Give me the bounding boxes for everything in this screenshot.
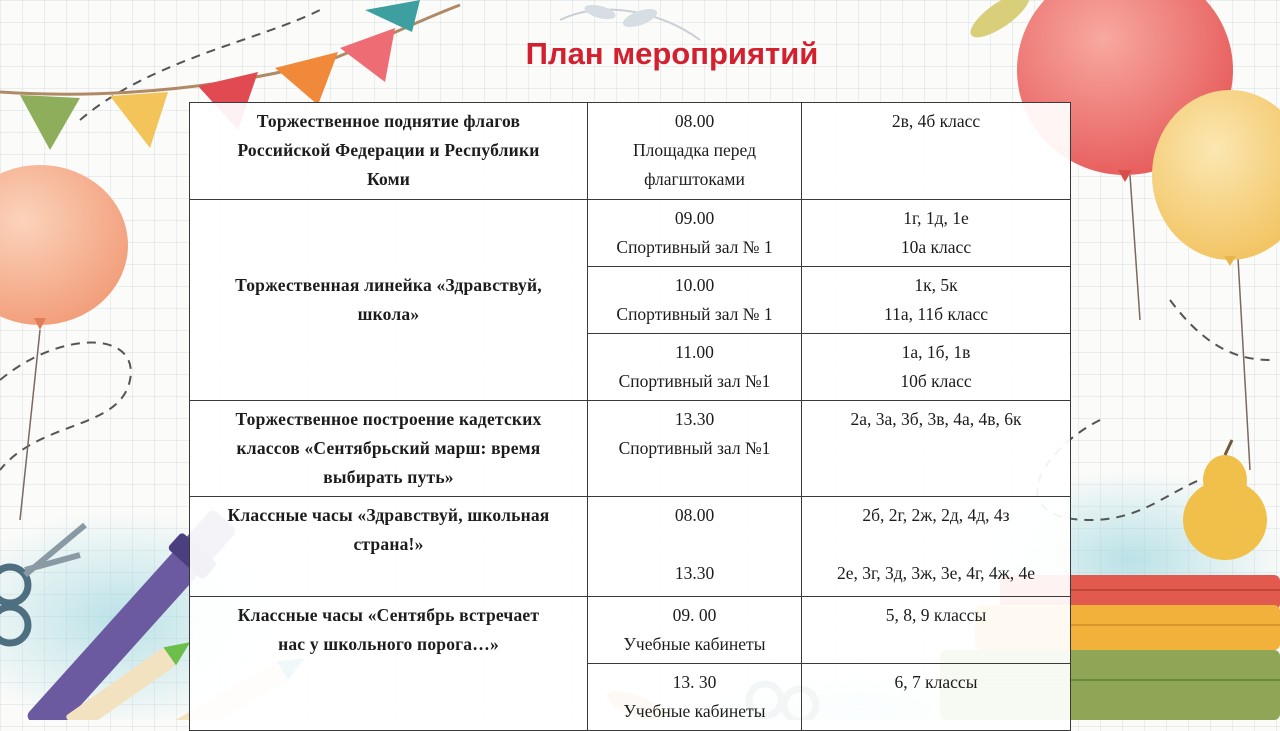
classes-cell: 2в, 4б класс xyxy=(802,103,1071,200)
place: Учебные кабинеты xyxy=(623,634,766,654)
page-title: План мероприятий xyxy=(525,36,819,71)
event-cell: Торжественная линейка «Здравствуй, школа» xyxy=(190,200,588,401)
time-place-cell xyxy=(588,597,802,664)
table-row xyxy=(190,401,1071,497)
time: 13.30 xyxy=(674,563,715,583)
time-place-cell xyxy=(588,497,802,597)
time: 09. 00 xyxy=(672,605,717,625)
classes-cell: 5, 8, 9 классы xyxy=(802,597,1071,664)
place: Спортивный зал №1 xyxy=(618,438,771,458)
time-place-cell xyxy=(588,664,802,731)
time: 13. 30 xyxy=(672,672,717,692)
classes-cell: 1к, 5к 11а, 11б класс xyxy=(802,267,1071,334)
events-table xyxy=(189,102,1071,731)
classes-cell: 1г, 1д, 1е 10а класс xyxy=(802,200,1071,267)
table-row xyxy=(190,200,1071,267)
place: Спортивный зал № 1 xyxy=(616,304,773,324)
place: Площадка перед xyxy=(633,140,756,160)
place: флагштоками xyxy=(644,169,745,189)
classes-cell: 2б, 2г, 2ж, 2д, 4д, 4з 2е, 3г, 3д, 3ж, 3е, 4г, 4ж, 4е xyxy=(802,497,1071,597)
time: 09.00 xyxy=(674,208,715,228)
time-place-cell xyxy=(588,103,802,200)
time: 08.00 xyxy=(674,505,715,525)
place: Учебные кабинеты xyxy=(623,701,766,721)
classes-cell: 6, 7 классы xyxy=(802,664,1071,731)
event-cell: Торжественное поднятие флагов Российской Федерации и Республики Коми xyxy=(190,103,588,200)
time: 08.00 xyxy=(674,111,715,131)
time: 13.30 xyxy=(674,409,715,429)
place: Спортивный зал №1 xyxy=(618,371,771,391)
event-cell: Классные часы «Сентябрь встречает нас у школьного порога…» xyxy=(190,597,588,731)
table-row xyxy=(190,497,1071,597)
time-place-cell xyxy=(588,401,802,497)
event-cell: Торжественное построение кадетских классов «Сентябрьский марш: время выбирать путь» xyxy=(190,401,588,497)
time-place-cell xyxy=(588,200,802,267)
table-row xyxy=(190,103,1071,200)
time: 11.00 xyxy=(675,342,714,362)
event-cell: Классные часы «Здравствуй, школьная страна!» xyxy=(190,497,588,597)
classes-cell: 1а, 1б, 1в 10б класс xyxy=(802,334,1071,401)
time-place-cell xyxy=(588,334,802,401)
place: Спортивный зал № 1 xyxy=(616,237,773,257)
classes-cell: 2а, 3а, 3б, 3в, 4а, 4в, 6к xyxy=(802,401,1071,497)
time-place-cell xyxy=(588,267,802,334)
table-row xyxy=(190,597,1071,664)
time: 10.00 xyxy=(674,275,715,295)
